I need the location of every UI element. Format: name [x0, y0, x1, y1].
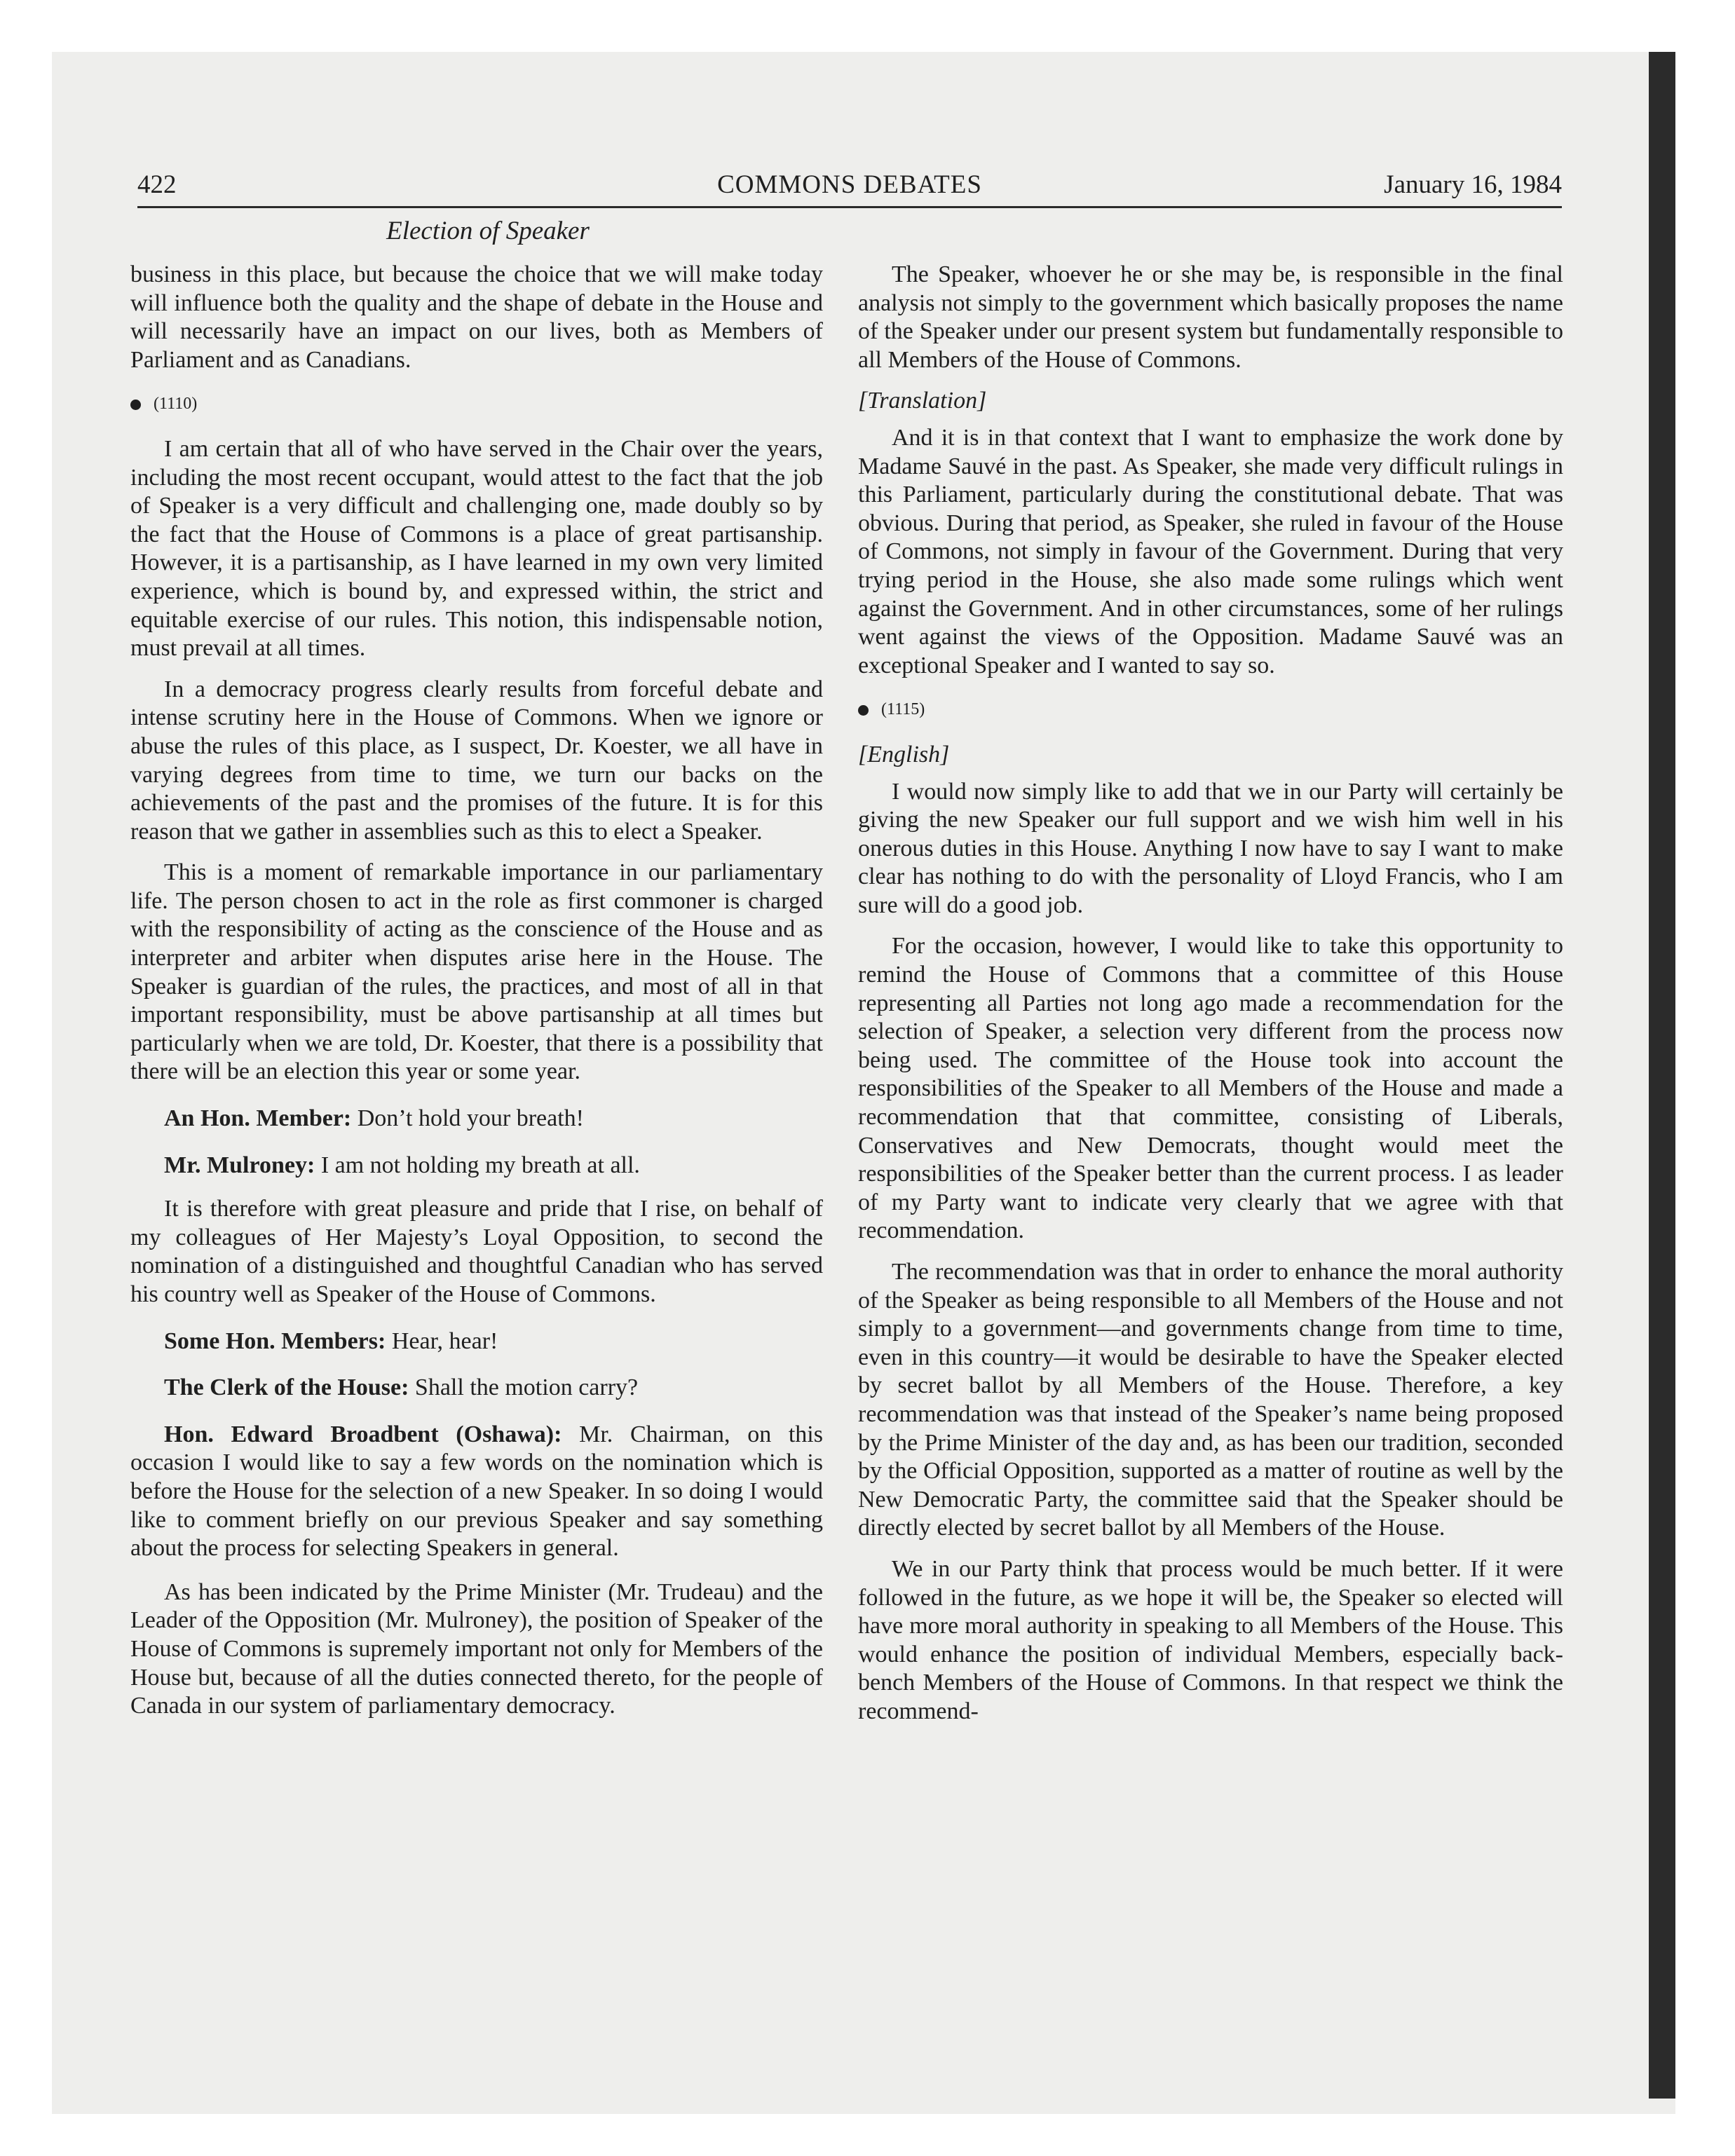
speech-entry: [130, 1152, 823, 1180]
paragraph: As has been indicated by the Prime Minister (Mr. Trudeau) and the Leader of the Opposition (Mr. Mulroney), the position of Speaker of the House of Commons is supremely important not only for Members of the House but, because of all the duties connected thereto, for the people of Canada in our system of parliamentary democracy.: [130, 1578, 823, 1719]
speech-text: I am not holding my breath at all.: [315, 1152, 640, 1178]
bullet-icon: [858, 705, 869, 716]
speaker-name: The Clerk of the House:: [164, 1374, 409, 1401]
speech-text: Hear, hear!: [386, 1328, 498, 1354]
right-column: [858, 261, 1563, 1739]
language-tag: [Translation]: [858, 388, 987, 414]
paragraph: In a democracy progress clearly results from forceful debate and intense scrutiny here in the House of Commons. When we ignore or abuse the rules of this place, as I suspect, Dr. Koester, we all have in varying degrees from time to time, we turn our backs on the achievements of the past and the promises of the future. It is for this reason that we gather in assemblies such as this to elect a Speaker.: [130, 676, 823, 845]
paragraph: business in this place, but because the choice that we will make today will influence both the quality and the shape of debate in the House and will necessarily have an impact on our lives, both as Members of Parliament and as Canadians.: [130, 261, 823, 373]
speech-text: Mr. Chairman, on this occasion I would like to say a few words on the nomination which is before the House for the selection of a new Speaker. In so doing I would like to comment briefly on our previous Speaker and say something about the process for selecting Speakers in general.: [130, 1421, 823, 1562]
page-number: 422: [137, 170, 177, 199]
paragraph: The Speaker, whoever he or she may be, is responsible in the final analysis not simply to the government which basically proposes the name of the Speaker under our present system but fundamentally responsible to all Members of the House of Commons.: [858, 261, 1563, 373]
time-marker: [858, 695, 1563, 724]
paragraph: For the occasion, however, I would like to take this opportunity to remind the House of Commons that a committee of this House representing all Parties not long ago made a recommendation for the selection of Speaker, a selection very different from the process now being used. The committee of the House took into account the responsibilities of the Speaker to all Members of the House and made a recommendation that that committee, consisting of Liberals, Conservatives and New Democrats, thought would meet the responsibilities of the Speaker better than the current process. I as leader of my Party want to indicate very clearly that we agree with that recommendation.: [858, 933, 1563, 1244]
speech-entry: [130, 1421, 823, 1563]
speaker-name: Hon. Edward Broadbent (Oshawa):: [164, 1421, 562, 1447]
left-column: [130, 261, 823, 1733]
header-date: January 16, 1984: [1384, 170, 1562, 199]
scan-edge-shadow: [1649, 52, 1675, 2099]
paragraph: It is therefore with great pleasure and pride that I rise, on behalf of my colleagues of Her Majesty’s Loyal Opposition, to second the nomination of a distinguished and thoughtful Canadian who has served his country well as Speaker of the House of Commons.: [130, 1196, 823, 1307]
paragraph: This is a moment of remarkable importance in our parliamentary life. The person chosen to act in the role as first commoner is charged with the responsibility of acting as the conscience of the House and as interpreter and arbiter when disputes arise here in the House. The Speaker is guardian of the rules, the practices, and most of all in that important responsibility, must be above partisanship at all times but particularly when we are told, Dr. Koester, that there is a possibility that there will be an election this year or some year.: [130, 859, 823, 1085]
speech-entry: [130, 1105, 823, 1133]
page-header: [137, 170, 1562, 209]
time-marker-label: (1110): [154, 395, 198, 414]
speech-entry: [130, 1328, 823, 1356]
time-marker-label: (1115): [881, 700, 925, 719]
time-marker: [130, 390, 823, 418]
paragraph: We in our Party think that process would be much better. If it were followed in the future, as we hope it will be, the Speaker so elected will have more moral authority in speaking to all Members of the House. This would enhance the position of individual Members, especially back-bench Members of the House of Commons. In that respect we think the recommend-: [858, 1555, 1563, 1724]
section-title: Election of Speaker: [386, 217, 590, 245]
paragraph: The recommendation was that in order to enhance the moral authority of the Speaker as being responsible to all Members of the House and not simply to a government—and governments change from time to time, even in this country—it would be desirable to have the Speaker elected by secret ballot by all Members of the House. Therefore, a key recommendation was that instead of the Speaker’s name being proposed by the Prime Minister of the day and, as has been our tradition, seconded by the Official Opposition, supported as a matter of routine as well by the New Democratic Party, the committee said that the Speaker should be directly elected by secret ballot by all Members of the House.: [858, 1259, 1563, 1541]
speech-text: Don’t hold your breath!: [351, 1105, 584, 1132]
paragraph: And it is in that context that I want to emphasize the work done by Madame Sauvé in the past. As Speaker, she made very difficult rulings in this Parliament, particularly during the constitutional debate. That was obvious. During that period, as Speaker, she ruled in favour of the House of Commons, not simply in favour of the Government. During that very trying period in the House, she also made some rulings which went against the Government. And in other circumstances, some of her rulings went against the views of the Opposition. Madame Sauvé was an exceptional Speaker and I wanted to say so.: [858, 424, 1563, 678]
speaker-name: Mr. Mulroney:: [164, 1152, 315, 1178]
speech-text: Shall the motion carry?: [409, 1374, 639, 1401]
publication-title: COMMONS DEBATES: [717, 170, 982, 199]
speaker-name: Some Hon. Members:: [164, 1328, 386, 1354]
language-tag: [English]: [858, 741, 950, 767]
header-rule: [137, 206, 1562, 208]
bullet-icon: [130, 400, 141, 410]
speaker-name: An Hon. Member:: [164, 1105, 352, 1132]
speech-entry: [130, 1374, 823, 1403]
paragraph: I am certain that all of who have served in the Chair over the years, including the most recent occupant, would attest to the fact that the job of Speaker is a very difficult and challenging one, made doubly so by the fact that the House of Commons is a place of great partisanship. However, it is a partisanship, as I have learned in my own very limited experience, which is bound by, and expressed within, the strict and equitable exercise of our rules. This notion, this indispensable notion, must prevail at all times.: [130, 435, 823, 662]
paragraph: I would now simply like to add that we in our Party will certainly be giving the new Speaker our full support and we wish him well in his onerous duties in this House. Anything I now have to say I want to make clear has nothing to do with the personality of Lloyd Francis, who I am sure will do a good job.: [858, 778, 1563, 918]
